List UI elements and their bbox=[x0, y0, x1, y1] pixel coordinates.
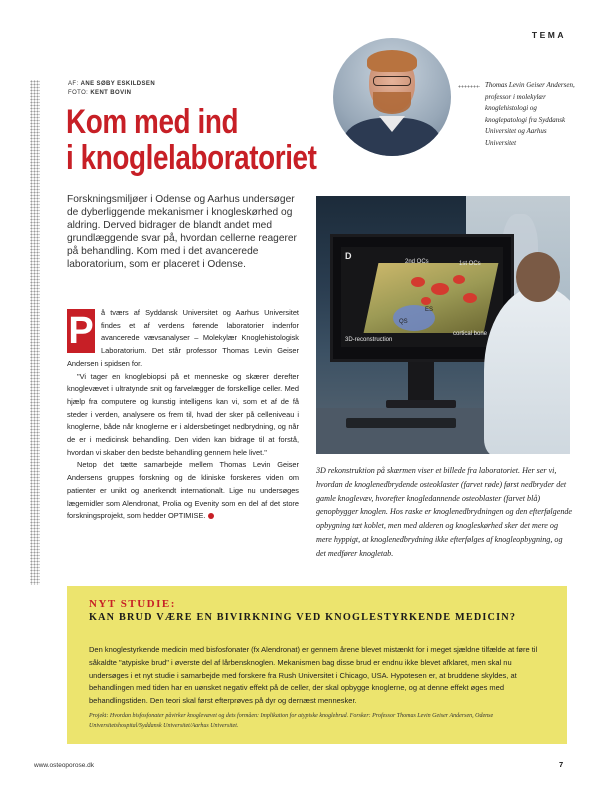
portrait-photo bbox=[333, 38, 451, 156]
portrait-caption: Thomas Levin Geiser Andersen, professor i molekylær knoglehistologi og knoglepatologi fra Syddansk Universitet og Aarhus Universitet bbox=[485, 81, 575, 147]
screen-panel-letter: D bbox=[345, 251, 352, 261]
fact-box-title: KAN BRUD VÆRE EN BIVIRKNING VED KNOGLESTYRKENDE MEDICIN? bbox=[89, 612, 517, 623]
fact-box-project-note: Projekt: Hvordan bisfosfonater påvirker knoglevævet og dets formåen: Implikation for atypiske knoglebrud. Forsker: Professor Thomas Levin Geiser Andersen, Odense Universitetshospital/Syddansk Universitet/Aarhus Universitet. bbox=[89, 713, 494, 729]
end-mark-icon bbox=[208, 513, 214, 519]
paragraph-2: "Vi tager en knoglebiopsi på et menneske og skærer derefter knoglevævet i ultratynde snit og farvelægger de forskellige celler. Med hjælp fra computere og kunstig intelligens kan vi, som et af de få steder i verden, analysere os frem til, hvad der sker på celleniveau i knoglerne, både når knoglerne er i aldersbetinget nedbrydning, og når de er i medicinsk behandling. Den viden kan bidrage til at forstå, hvordan vi skaber den bedste behandling gennem hele livet." bbox=[67, 371, 299, 457]
footer-url: www.osteoporose.dk bbox=[34, 762, 94, 769]
screen-label-1st-ocs: 1st OCs bbox=[459, 261, 481, 267]
headline bbox=[66, 104, 320, 176]
dropcap: P bbox=[68, 310, 94, 352]
screen-label-3d-reconstruction: 3D-reconstruction bbox=[345, 337, 393, 343]
monitor-base bbox=[386, 400, 456, 408]
screen-label-qs: QS bbox=[399, 319, 408, 325]
author-line bbox=[68, 80, 155, 89]
screen-label-2nd-ocs: 2nd OCs bbox=[405, 259, 429, 265]
portrait-glasses bbox=[373, 76, 411, 86]
author-name: ANE SØBY ESKILDSEN bbox=[80, 81, 156, 87]
person-head bbox=[516, 252, 560, 302]
screen-label-es: ES bbox=[425, 307, 434, 313]
dotted-margin-decoration bbox=[30, 80, 40, 585]
paragraph-1 bbox=[67, 307, 299, 371]
article-lead: Forskningsmiljøer i Odense og Aarhus undersøger de dyberliggende mekanismer i knogleskørhed og aldring. Derved bidrager de blandt andet med grundlæggende svar på, hvordan cellerne reagerer på behandling. Kom med i det avancerede laboratorium, som er placeret i Odense. bbox=[67, 194, 297, 271]
headline-line-2: i knoglelaboratoriet bbox=[66, 139, 317, 177]
section-label: TEMA bbox=[531, 30, 566, 40]
osteoclast-red-1 bbox=[411, 277, 425, 287]
osteoclast-red-2 bbox=[431, 283, 449, 295]
osteoclast-red-5 bbox=[463, 293, 477, 303]
headline-line-1: Kom med ind bbox=[66, 103, 239, 141]
fact-box-kicker: NYT STUDIE: bbox=[89, 598, 176, 610]
author-prefix: AF: bbox=[68, 81, 79, 87]
monitor-stand bbox=[408, 362, 434, 402]
lab-photo bbox=[316, 196, 570, 454]
caption-dots-decoration bbox=[458, 85, 480, 88]
photo-caption: 3D rekonstruktion på skærmen viser et billede fra laboratoriet. Her ser vi, hvordan de knoglenedbrydende osteoklaster (farvet røde) først nedbryder det gamle knoglevæv, hvorefter knogledannende osteoblaster (farvet blå) genopbygger knoglen. Hos raske er knoglenedbrydningen og den efterfølgende opbygning tæt koblet, men med alderen og knogleskørhed sker det mere og mere hyppigt, at knoglenedbrydning ikke efterfølges af knogleopbygning, og det medfører knogletab. bbox=[316, 466, 573, 558]
portrait-hair bbox=[367, 50, 417, 72]
fact-box-body: Den knoglestyrkende medicin med bisfosfonater (fx Alendronat) er gennem årene blevet mistænkt for i meget sjældne tilfælde at føre til såkaldte "atypiske brud" i øverste del af lårbensknoglen. Mekanismen bag disse brud er endnu ikke blevet afklaret, men skal nu undersøges i et nyt studie i samarbejde med forskere fra Rush Universitet i Chicago, USA. Hypotesen er, at bruddene skyldes, at behandlingen med tiden har en uønsket negativ effekt på de celler, der skal opbygge knoglerne, og at denne effekt øges med behandlingstiden. Den teori skal først efterprøves på dyr og dernæst mennesker. bbox=[89, 645, 538, 706]
page-number: 7 bbox=[559, 760, 564, 769]
byline bbox=[68, 80, 155, 98]
paragraph-1-text: å tværs af Syddansk Universitet og Aarhus Universitet findes et af verdens førende laboratorier indenfor avancerede vævsanalyser – Molekylær Knoglehistologisk Laboratorium. Det står professor Thomas Levin Geiser Andersen i spidsen for. bbox=[67, 308, 299, 368]
monitor-screen bbox=[341, 247, 503, 347]
article-body bbox=[67, 307, 299, 523]
osteoclast-red-3 bbox=[453, 275, 465, 284]
screen-label-cortical-bone: cortical bone bbox=[453, 331, 488, 337]
portrait-beard bbox=[373, 92, 411, 114]
paragraph-3-text: Netop det tætte samarbejde mellem Thomas Levin Geiser Andersens gruppes forskning og de kliniske forskeres viden om patienter er unikt og anerkendt internationalt. Lige nu undersøges lægemidler som Alendronat, Prolia og Evenity som en del af det store forskningsprojekt, som hedder OPTIMISE. bbox=[67, 460, 299, 521]
paragraph-3 bbox=[67, 459, 299, 523]
photographer-line bbox=[68, 89, 155, 98]
keyboard bbox=[346, 418, 456, 428]
photo-prefix: FOTO: bbox=[68, 90, 89, 96]
photographer-name: KENT BOVIN bbox=[90, 90, 132, 96]
osteoclast-red-4 bbox=[421, 297, 431, 305]
fact-box bbox=[67, 586, 567, 744]
